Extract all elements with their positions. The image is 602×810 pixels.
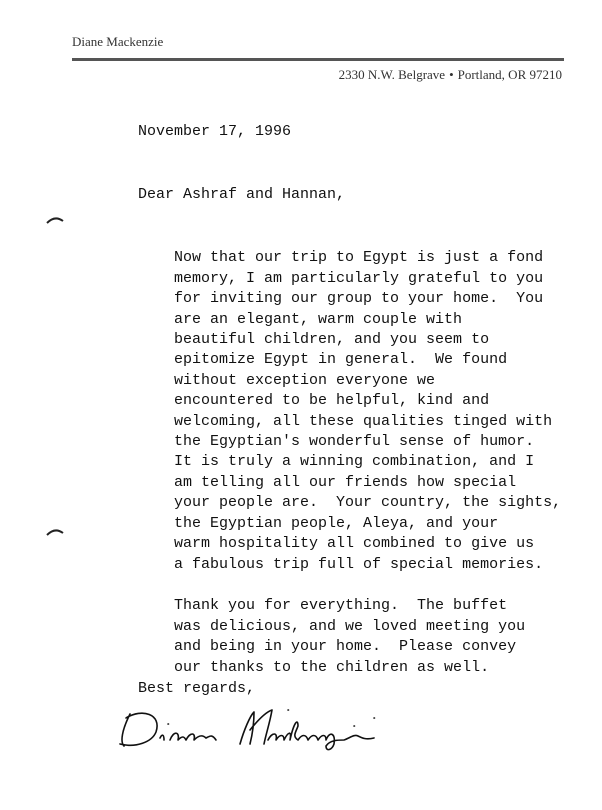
address-city: Portland, OR 97210 bbox=[457, 67, 562, 82]
paragraph-line: Now that our trip to Egypt is just a fond bbox=[174, 249, 544, 267]
handwritten-signature bbox=[112, 700, 402, 756]
paragraph-line: encountered to be helpful, kind and bbox=[174, 392, 490, 410]
paragraph-line: a fabulous trip full of special memories. bbox=[174, 555, 544, 573]
letter-closing: Best regards, bbox=[138, 680, 256, 697]
punch-hole-mark-top bbox=[46, 216, 64, 224]
paragraph-line: the Egyptian people, Aleya, and your bbox=[174, 514, 499, 532]
paragraph-line: are an elegant, warm couple with bbox=[174, 310, 463, 328]
paragraph-line: your people are. Your country, the sights, bbox=[174, 494, 562, 512]
paragraph-line: our thanks to the children as well. bbox=[174, 658, 490, 676]
address-bullet: • bbox=[449, 67, 454, 82]
paragraph-line: beautiful children, and you seem to bbox=[174, 331, 490, 349]
paragraph-line: warm hospitality all combined to give us bbox=[174, 535, 535, 553]
paragraph-line: It is truly a winning combination, and I bbox=[174, 453, 535, 471]
paragraph-line: without exception everyone we bbox=[174, 371, 436, 389]
letterhead-address bbox=[339, 67, 562, 83]
letterhead-name: Diane Mackenzie bbox=[72, 34, 164, 49]
paragraph-line: am telling all our friends how special bbox=[174, 473, 517, 491]
letter-date: November 17, 1996 bbox=[138, 123, 292, 140]
address-street: 2330 N.W. Belgrave bbox=[338, 67, 446, 82]
paragraph-line: memory, I am particularly grateful to you bbox=[174, 269, 544, 287]
paragraph-line: and being in your home. Please convey bbox=[174, 638, 517, 656]
punch-hole-mark-bottom bbox=[46, 528, 64, 536]
paragraph-line: for inviting our group to your home. You bbox=[174, 290, 544, 308]
letterhead-rule bbox=[72, 58, 564, 61]
letter-paragraph-1 bbox=[138, 228, 561, 595]
paragraph-line: epitomize Egypt in general. We found bbox=[174, 351, 508, 369]
paragraph-line: the Egyptian's wonderful sense of humor. bbox=[174, 433, 535, 451]
letter-salutation: Dear Ashraf and Hannan, bbox=[138, 186, 346, 203]
paragraph-line: was delicious, and we loved meeting you bbox=[174, 617, 526, 635]
paragraph-line: Thank you for everything. The buffet bbox=[174, 597, 508, 615]
paragraph-line: welcoming, all these qualities tinged with bbox=[174, 412, 553, 430]
